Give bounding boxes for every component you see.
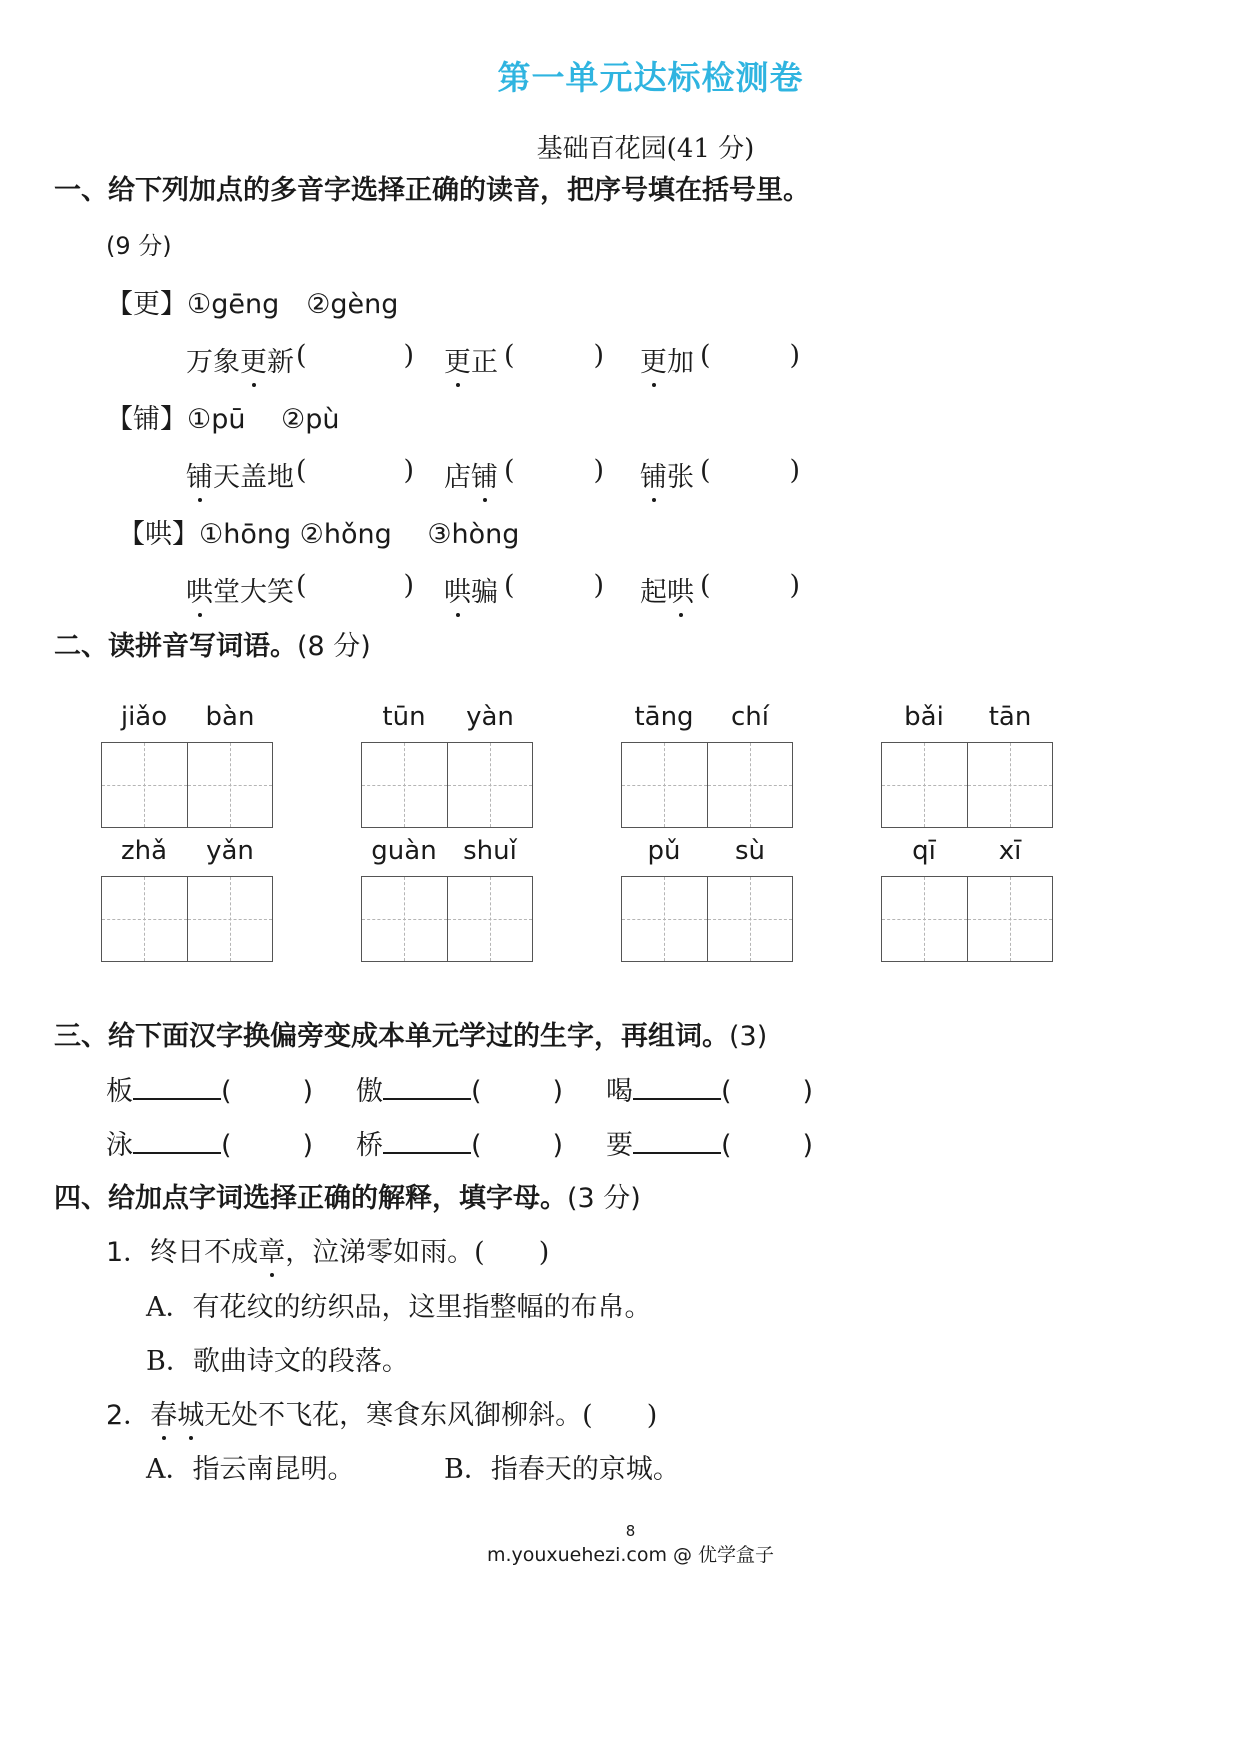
q1-word-item: 万象更新 <box>186 340 294 379</box>
pinyin-word <box>101 702 273 828</box>
pinyin-syllable: bǎi <box>904 702 944 732</box>
pinyin-row <box>881 702 1053 742</box>
pinyin-word <box>881 836 1053 962</box>
pinyin-word <box>361 836 533 962</box>
answer-underline[interactable] <box>633 1128 721 1154</box>
writing-cell[interactable] <box>448 743 533 827</box>
pinyin-syllable: tūn <box>382 702 426 732</box>
q1-word-item: 店铺 <box>444 455 498 494</box>
pinyin-row <box>621 702 793 742</box>
q1-word-item: 更加 <box>640 340 694 379</box>
answer-paren[interactable]: ( ) <box>721 1130 813 1161</box>
q1-word-item: 哄骗 <box>444 570 498 609</box>
pinyin-syllable: shuǐ <box>463 836 517 866</box>
answer-paren[interactable]: ( ) <box>221 1076 313 1107</box>
pinyin-syllable: guàn <box>371 836 437 866</box>
writing-cell[interactable] <box>102 877 188 961</box>
writing-cell[interactable] <box>622 743 708 827</box>
writing-cell[interactable] <box>448 877 533 961</box>
pinyin-row <box>621 836 793 876</box>
radical-change-item: 板 ( ) <box>106 1076 313 1107</box>
pinyin-syllable: tāng <box>634 702 694 732</box>
answer-paren[interactable]: ( ) <box>471 1130 563 1161</box>
answer-paren[interactable]: ( ) <box>296 455 414 486</box>
page-title: 第一单元达标检测卷 <box>497 58 804 97</box>
page-subtitle: 基础百花园(41 分) <box>536 134 755 164</box>
writing-grid[interactable] <box>361 876 533 962</box>
answer-paren[interactable]: ( ) <box>700 340 800 371</box>
pinyin-row <box>361 702 533 742</box>
pinyin-syllable: sù <box>734 836 766 866</box>
radical-change-item: 要 ( ) <box>606 1130 813 1161</box>
q1-word-item: 更正 <box>444 340 498 379</box>
q1-heading: 一、给下列加点的多音字选择正确的读音，把序号填在括号里。 <box>54 175 810 206</box>
page-number: 8 <box>625 1522 636 1540</box>
radical-change-item: 泳 ( ) <box>106 1130 313 1161</box>
answer-underline[interactable] <box>133 1128 221 1154</box>
q1-score: (9 分) <box>106 232 172 260</box>
writing-cell[interactable] <box>622 877 708 961</box>
writing-cell[interactable] <box>708 877 793 961</box>
answer-underline[interactable] <box>383 1074 471 1100</box>
q1-word-item: 铺张 <box>640 455 694 494</box>
pinyin-word <box>621 702 793 828</box>
pinyin-row <box>881 836 1053 876</box>
pinyin-word <box>361 702 533 828</box>
radical-change-item: 喝 ( ) <box>606 1076 813 1107</box>
writing-grid[interactable] <box>881 876 1053 962</box>
q1-word-item: 铺天盖地 <box>186 455 294 494</box>
writing-grid[interactable] <box>881 742 1053 828</box>
answer-paren[interactable]: ( ) <box>221 1130 313 1161</box>
radical-change-item: 傲 ( ) <box>356 1076 563 1107</box>
q2-heading: 二、读拼音写词语。(8 分) <box>54 631 371 662</box>
q1-word-item: 起哄 <box>640 570 694 609</box>
answer-paren[interactable]: ( ) <box>471 1076 563 1107</box>
writing-grid[interactable] <box>621 742 793 828</box>
pinyin-syllable: bàn <box>205 702 255 732</box>
pinyin-syllable: tān <box>988 702 1032 732</box>
q4-heading: 四、给加点字词选择正确的解释，填字母。(3 分) <box>54 1183 641 1214</box>
writing-grid[interactable] <box>621 876 793 962</box>
q1-group-label: 【铺】①pū ②pù <box>106 404 340 435</box>
writing-cell[interactable] <box>362 877 448 961</box>
pinyin-word <box>621 836 793 962</box>
q3-heading: 三、给下面汉字换偏旁变成本单元学过的生字，再组词。(3) <box>54 1021 768 1052</box>
q4-q1-option-a: A．有花纹的纺织品，这里指整幅的布帛。 <box>146 1292 652 1323</box>
q1-group-label: 【更】①gēng ②gèng <box>106 289 399 320</box>
pinyin-row <box>101 702 273 742</box>
pinyin-syllable: zhǎ <box>120 836 168 866</box>
q4-q1-option-b: B．歌曲诗文的段落。 <box>146 1346 409 1377</box>
writing-cell[interactable] <box>882 743 968 827</box>
footer-site: m.youxuehezi.com @ 优学盒子 <box>486 1544 775 1566</box>
writing-cell[interactable] <box>188 877 273 961</box>
answer-paren[interactable]: ( ) <box>504 455 604 486</box>
q4-question-1: 1．终日不成章，泣涕零如雨。( ) <box>106 1230 549 1269</box>
writing-cell[interactable] <box>968 743 1053 827</box>
q1-group-label: 【哄】①hōng ②hǒng ③hòng <box>118 519 520 550</box>
pinyin-syllable: pǔ <box>647 836 681 866</box>
writing-cell[interactable] <box>708 743 793 827</box>
answer-paren[interactable]: ( ) <box>296 340 414 371</box>
pinyin-word <box>101 836 273 962</box>
pinyin-syllable: jiǎo <box>120 702 168 732</box>
pinyin-syllable: chí <box>731 702 769 732</box>
pinyin-row <box>361 836 533 876</box>
pinyin-syllable: qī <box>912 836 936 866</box>
writing-grid[interactable] <box>361 742 533 828</box>
q4-q2-option-b: B．指春天的京城。 <box>444 1454 680 1485</box>
answer-paren[interactable]: ( ) <box>504 570 604 601</box>
writing-cell[interactable] <box>882 877 968 961</box>
answer-paren[interactable]: ( ) <box>700 570 800 601</box>
pinyin-row <box>101 836 273 876</box>
answer-paren[interactable]: ( ) <box>296 570 414 601</box>
answer-underline[interactable] <box>133 1074 221 1100</box>
writing-grid[interactable] <box>101 876 273 962</box>
radical-change-item: 桥 ( ) <box>356 1130 563 1161</box>
pinyin-syllable: xī <box>998 836 1022 866</box>
q4-q2-option-a: A．指云南昆明。 <box>146 1454 355 1485</box>
answer-paren[interactable]: ( ) <box>504 340 604 371</box>
q4-question-2: 2．春城无处不飞花，寒食东风御柳斜。( ) <box>106 1393 657 1432</box>
pinyin-word <box>881 702 1053 828</box>
answer-underline[interactable] <box>383 1128 471 1154</box>
answer-paren[interactable]: ( ) <box>700 455 800 486</box>
answer-underline[interactable] <box>633 1074 721 1100</box>
writing-grid[interactable] <box>101 742 273 828</box>
pinyin-syllable: yàn <box>466 702 514 732</box>
writing-cell[interactable] <box>102 743 188 827</box>
writing-cell[interactable] <box>968 877 1053 961</box>
answer-paren[interactable]: ( ) <box>721 1076 813 1107</box>
q1-word-item: 哄堂大笑 <box>186 570 294 609</box>
writing-cell[interactable] <box>188 743 273 827</box>
pinyin-syllable: yǎn <box>206 836 254 866</box>
writing-cell[interactable] <box>362 743 448 827</box>
